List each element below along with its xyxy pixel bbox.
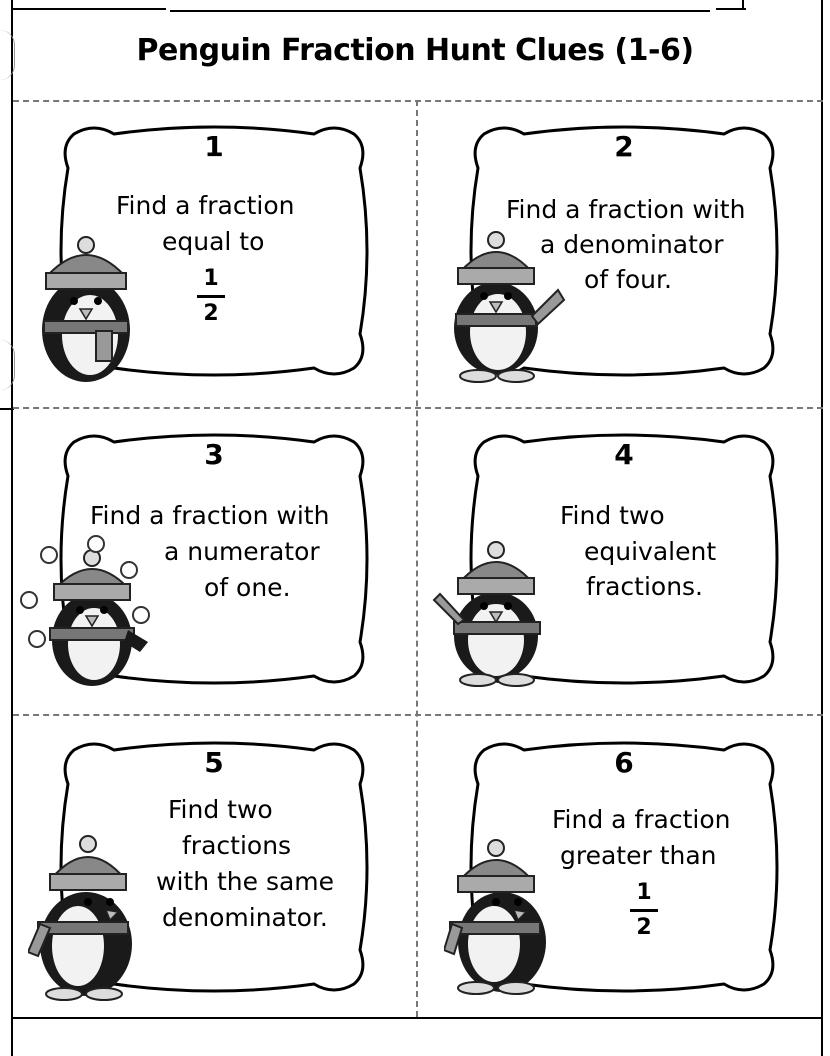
clue-card-1	[34, 120, 394, 382]
clue-line: of four.	[584, 265, 672, 294]
clue-line: of one.	[204, 573, 291, 602]
clue-line: fractions.	[586, 572, 704, 601]
snowball-icon	[40, 546, 58, 564]
dashed-divider	[13, 100, 823, 102]
clue-line: with the same	[156, 867, 335, 896]
clue-card-3	[34, 428, 394, 690]
clue-line: Find a fraction with	[506, 195, 746, 224]
clue-card-4	[444, 428, 804, 690]
top-edge-left	[11, 8, 166, 10]
card-number: 1	[204, 130, 224, 163]
clue-line: equal to	[162, 227, 265, 256]
penguin-icon	[36, 235, 136, 385]
snowball-icon	[87, 535, 105, 553]
side-cut-mark	[0, 408, 14, 410]
card-number: 6	[614, 746, 634, 779]
fraction-denominator: 2	[636, 915, 652, 940]
fraction-numerator: 1	[636, 880, 652, 905]
fraction-denominator: 2	[203, 301, 219, 326]
card-number: 5	[204, 746, 224, 779]
clue-line: Find two	[168, 795, 273, 824]
page-title: Penguin Fraction Hunt Clues (1-6)	[136, 33, 694, 68]
top-cut-line	[170, 0, 710, 12]
card-number: 4	[614, 438, 634, 471]
card-number: 2	[614, 130, 634, 163]
fraction	[191, 266, 231, 327]
dashed-divider	[13, 714, 823, 716]
snowball-icon	[28, 630, 46, 648]
snowball-icon	[120, 561, 138, 579]
clue-line: a denominator	[540, 230, 724, 259]
clue-line: equivalent	[584, 537, 717, 566]
penguin-icon	[446, 230, 566, 385]
clue-line: denominator.	[162, 903, 328, 932]
top-tick	[742, 0, 744, 10]
clue-card-5	[34, 736, 394, 998]
clue-card-6	[444, 736, 804, 998]
penguin-icon	[28, 834, 148, 1004]
clue-line: fractions	[182, 831, 292, 860]
side-arc-mark	[0, 340, 15, 390]
clue-card-2	[444, 120, 804, 382]
card-number: 3	[204, 438, 224, 471]
clue-line: greater than	[560, 841, 717, 870]
fraction-numerator: 1	[203, 266, 219, 291]
clue-line: Find a fraction with	[90, 501, 330, 530]
dashed-divider	[13, 407, 823, 409]
penguin-icon	[444, 838, 554, 998]
clue-line: Find a fraction	[116, 191, 295, 220]
clue-line: a numerator	[164, 537, 320, 566]
clue-line: Find two	[560, 501, 665, 530]
fraction-bar	[630, 909, 658, 912]
bottom-edge	[13, 1017, 823, 1019]
fraction	[624, 880, 664, 941]
fraction-bar	[197, 295, 225, 298]
dashed-divider-vertical	[416, 100, 418, 1017]
snowball-icon	[20, 591, 38, 609]
clue-line: Find a fraction	[552, 805, 731, 834]
snowball-icon	[132, 606, 150, 624]
penguin-icon	[432, 540, 557, 690]
